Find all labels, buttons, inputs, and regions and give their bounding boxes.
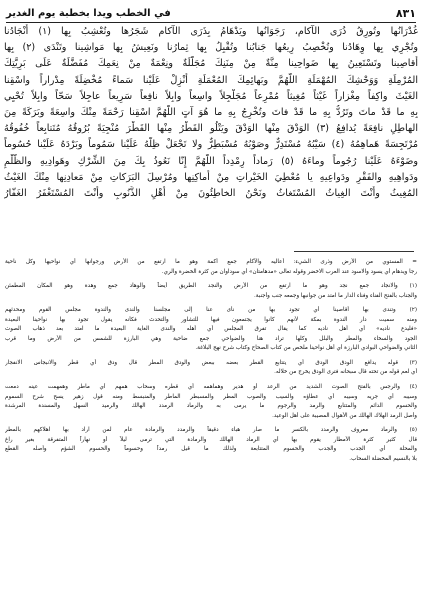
main-text-line: بِهِ ما قَدْ ماتَ وتَرُدُّ بِهِ ما قَدْ فاتَ وتُخْرِجُ بِهِ ما هُوَ آتٍ اللَّهُمَّ اسْقِنا رَحْمَةً مِنْكَ واسِعَةً وبَرَكَةً مِنَ	[4, 106, 418, 118]
footnote-line: أي لعم قوله من تحته قال سبحانه فترى الودق يخرج من خلاله.	[274, 369, 417, 376]
main-text	[4, 24, 418, 246]
page-header	[6, 4, 416, 23]
footnote-1	[5, 282, 417, 301]
footnote-line: والمحلة أي الجدب والجدب والحسوم المتتابعة ولذلك ما قيل رمداً وحسوماً والحسوم الشؤم وأصله القطع	[5, 446, 417, 453]
footnote-line: «فليدع ناديه» أي أهل ناديه كما يقال تفرق المجلس أي أهله والندى الغاية البعيدة ما امتد بعد ذهاب الصوت	[5, 326, 417, 333]
main-text-line: أَقاصِينا وتَسْتَعِينُ بِها ضَواحِينا مِنَّةٌ مِنْ مِنَنِكَ مُجَلَّلَةٌ ونِعْمَةٌ مِنْ نِعَمِكَ مُفَضَّلَةٌ عَلَى بَرِيَّتِكَ	[4, 58, 418, 70]
footnote-line: (٣) قوله يدافع الودق الودق أي يتتابع القطر بعضه ببعض والودق المطر قال ودق أي قطر والانبجاس الانفجار	[5, 359, 417, 366]
footnote-3	[5, 359, 417, 378]
main-text-line: ودَواهِيهِ والفَقْرِ ودَواعِيهِ يا مُعْطِيَ الخَيْراتِ مِنْ أَماكِنِها ومُرْسِلَ البَرَكاتِ مِنْ مَعادِنِها مِنْكَ الغَيْثُ	[4, 171, 418, 183]
footnote-line: وسيبه أي جريه وسيبه أي عطاؤه والسيب والصوب المطر والمسبطر الماطر والمنبسط ومنه قول زهير يسح شرح السموم	[5, 393, 417, 400]
main-text-line: المُرْمِلَةِ وَوَحْشِكَ المُهْمَلَةِ اللَّهُمَّ وبَهائِمِكَ المُعْمَلَةِ أَنْزِلْ عَلَيْنا سَماءً مُخْضِلَةً مِدْراراً واسْقِنا	[4, 74, 418, 86]
footnote-line: قال كثير كثرة الأمطار يقوم بها أي الرماد الهالك والرمادة التي ترمى ليلاً أو نهاراً المتفرقة بغير راغ	[5, 436, 417, 443]
footnote-line: والجناب بالفتح الفناء وفناء الدار ما امتد من جوانبها وجمعه جنب وأجنبة.	[254, 292, 417, 299]
main-text-line: وضَوْءَهُ عَلَيْنا رُجُوماً وماءَهُ (٥) رَماداً رِمْدِداً اللَّهُمَّ إِنّا نَعُوذُ بِكَ مِنَ الشِّرْكِ وهَوادِيهِ والظُّلْمِ	[4, 155, 418, 167]
main-text-line: وتُجْرِي بِها وِهَادُنا وتُخْصِبُ رِيعُها جَنابُنا وتُقْبِلُ بِها ثِمارُنا ونَعِيشُ بِها مَواشِينا وتَنْدَى (٢) بِها	[4, 42, 418, 54]
footnote-line: بلا بالنسيم المخضلة السحاب.	[349, 455, 417, 462]
footnote-line: وأصل الرمد الهلاك الهالك من الأهوال المصيبة على أهل الوعيد.	[272, 412, 417, 419]
footnote-line: = المستوي من الأرض وذرى الشيء: أعاليه والآكام جمع أكمة وهو ما ارتفع من الأرض ورجوانها أي نواحيها وكل ناحية	[5, 259, 417, 265]
footnote-line: (١) والانجاد جمع نجد وهو ما ارتفع من الأرض والنجد الطريق أيضاً والوهاد جمع وهدة وهو المكان المطمئن	[5, 283, 417, 290]
footnotes	[5, 258, 417, 608]
footnote-separator	[294, 251, 414, 252]
main-text-line: غُدْرَانُها وتُورِقُ ذُرَى الآكام، رَجَوَانُها ويَدْهَامُ بِذَرَى الآكام شَجَرُها وتُعْشِبُ بِها (١) أَنْجَادُنا	[4, 26, 418, 37]
main-text-line: المُغِيثُ وأَنْتَ الغِياثُ المُسْتَغاثُ ونَحْنُ الخاطِئُونَ مِنْ أَهْلِ الذُّنُوبِ وأَنْتَ المُسْتَغْفَرُ الغَفّارُ	[4, 187, 418, 199]
footnote-4	[5, 383, 417, 421]
page-number: ٨٣١	[395, 6, 416, 20]
footnote-line: رجا ويدهام أي يسود والاسود عند العرب الاخضر وقوله تعالى «مدهامتان» أي سوداوان من كثرة الخضرة والري.	[161, 268, 417, 275]
main-text-line: الغَيْثَ واكِفاً مِغْزاراً غَيْثاً مُغِيثاً مُمْرِعاً مُجَلْجِلاً واسِعاً وابِلاً نافِعاً سَرِيعاً عاجِلاً سَحّاً وابِلاً تُحْيِي	[4, 90, 418, 102]
footnote-5	[5, 426, 417, 464]
footnote-2	[5, 306, 417, 354]
footnote-line: (٢) وتندى بها أقاصينا أي تجود بها من نأى عنا إلى مجلسنا والندى والندوة مجلس القوم ومحدثهم	[5, 307, 417, 314]
footnote-line: (٥) والرماد معروف والرمدد بالكسر ما صار هباء دقيقاً والرمدد والرمادة عام لمن اراد بها اهلاكهم بالمطر	[5, 427, 417, 434]
main-text-line: مُرْتَجِسَةً هَماهِمُهُ (٤) سَيْبُهُ مُسْتَدِرٌّ وصَوْبُهُ مُسْبَطِرٌّ ولا تَجْعَلْ ظِلَّهُ عَلَيْنا سَمُوماً وبَرْدَهُ عَلَيْنا حُسُوماً	[4, 139, 418, 151]
main-text-line: الهاطِلِ نافِعَةً يُدافِعُ (٣) الوَدْقَ مِنْها الوَدْقَ ويَتْلُو القَطْرُ مِنْها القَطْرَ مُنْجِيَةً بُرُوقُهُ مُتَتابِعاً خُفُوقُهُ	[4, 123, 418, 135]
footnote-line: (٤) والرجس بالفتح الصوت الشديد من الرعد أو هدير وهماهمه أي قطره وسحاب همهم أي ماطر وهمهمت عينه دمعت	[5, 384, 417, 391]
running-title: في الخطب ويدا بخطبة يوم الغدير	[6, 7, 171, 19]
footnote-line: الجود والسخاء والمطر والبلل وكلها تراد هنا والضواحي جمع ضاحية وهي البارزة للشمس من الأرض وما قرب	[5, 335, 417, 342]
footnote-line: الثاني والضواحي البوادي البارزة أي أهل نواحينا ملخص من كتاب الصحاح وكتاب شرح نهج البلاغة.	[195, 345, 417, 352]
footnote-line: ومنه سميت دار الندوة بمكة لأنهم كانوا يجتمعون فيها للتشاور والتحدث فكأنه يقول تجود بها نواحينا البعيدة	[5, 316, 417, 323]
footnote-continuation	[5, 258, 417, 277]
footnote-line: والحسوم الدائم والمتتابع والرمد والرجوم ما يرمى به والرماد الرمدد الهالك والرميد السهل والمسندة المرشدة	[5, 403, 417, 410]
